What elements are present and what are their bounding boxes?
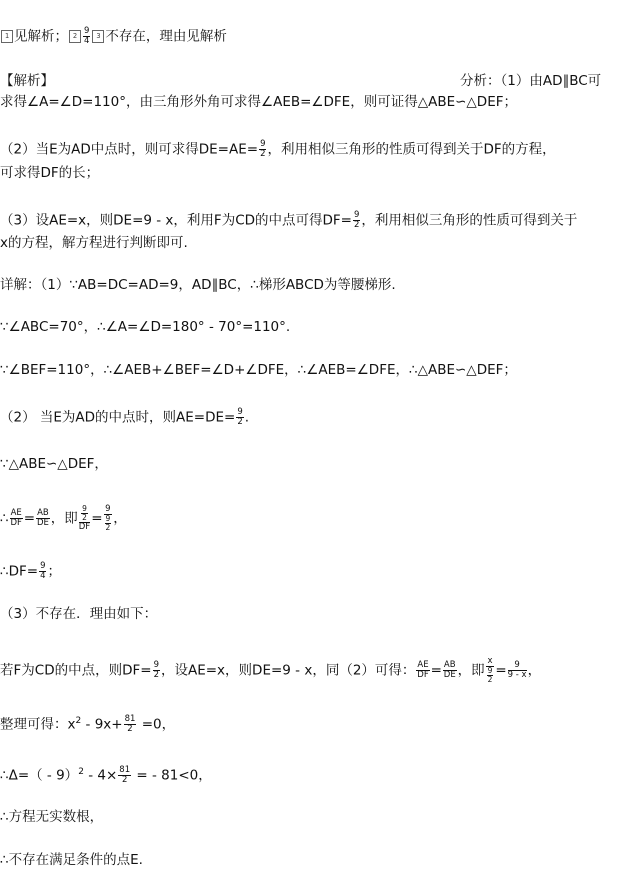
missing-glyph-icon: 2 (69, 30, 81, 43)
fraction-9-2: $\frac{9}{2}$ (153, 660, 159, 680)
answer-text-1: 见解析； (14, 28, 68, 45)
solution-label: 【解析】 (0, 73, 54, 89)
analysis-heading: 分析：（1）由AD∥BC可 (460, 73, 602, 89)
fraction-ab-de: $\frac{AB}{DE}$ (443, 660, 456, 680)
detail-line-13: ∴不存在满足条件的点E. (0, 852, 143, 868)
fraction-9-2: $\frac{9}{2}$ (237, 407, 243, 427)
fraction-ab-de: $\frac{AB}{DE}$ (36, 508, 49, 528)
detail-line-6: ∴ $\frac{AE}{DF}$ = $\frac{AB}{DE}$ ，即 $\frac{\frac{9}{2}}{DF}$ = $\frac{9}{\frac{9}{2}}$ ， (0, 504, 127, 532)
nested-fraction-2: $\frac{9}{\frac{9}{2}}$ (105, 504, 111, 532)
detail-line-10: 整理可得：$x^2 - 9x+$ $\frac{81}{2}$ =0， (0, 714, 176, 734)
fraction-81-2: $\frac{81}{2}$ (119, 765, 131, 785)
detail-line-2: ∵∠ABC=70°，∴∠A=∠D=180° - 70°=110°. (0, 319, 291, 335)
fraction-9-4: $\frac{9}{4}$ (40, 561, 46, 581)
detail-line-5: ∵△ABE∽△DEF， (0, 456, 108, 472)
fraction-81-2: $\frac{81}{2}$ (124, 714, 136, 734)
missing-glyph-icon: 3 (92, 30, 104, 43)
analysis-line-1: 求得∠A=∠D=110°，由三角形外角可求得∠AEB=∠DFE，则可证得△ABE∽△DEF； (0, 94, 518, 110)
fraction-9-over-9-minus-x: $\frac{9}{9 - x}$ (507, 660, 527, 680)
nested-fraction-3: $\frac{x}{\frac{9}{2}}$ (487, 656, 493, 684)
nested-fraction-1: $\frac{\frac{9}{2}}{DF}$ (78, 504, 91, 532)
analysis-line-3: 可求得DF的长； (0, 165, 100, 181)
detail-line-1: 详解：（1）∵AB=DC=AD=9，AD∥BC，∴梯形ABCD为等腰梯形. (0, 277, 396, 293)
fraction-9-2: $\frac{9}{2}$ (353, 210, 360, 230)
missing-glyph-icon: 1 (1, 30, 13, 43)
fraction-ae-df: $\frac{AE}{DF}$ (417, 660, 429, 680)
analysis-line-2: （2）当E为AD中点时，则可求得DE=AE= $\frac{9}{2}$ ，利用相似三角形的性质可得到关于DF的方程， (0, 139, 556, 159)
fraction-9-4: $\frac{9}{4}$ (84, 26, 90, 46)
detail-line-8: （3）不存在．理由如下： (0, 606, 158, 622)
detail-line-7: ∴DF= $\frac{9}{4}$ ； (0, 561, 61, 581)
analysis-line-4: （3）设AE=x，则DE=9 - x，利用F为CD的中点可得DF= $\frac{9}{2}$ ，利用相似三角形的性质可得到关于 (0, 210, 578, 230)
detail-line-4: （2） 当E为AD的中点时，则AE=DE= $\frac{9}{2}$ . (0, 407, 250, 427)
fraction-ae-df: $\frac{AE}{DF}$ (10, 508, 22, 528)
detail-line-11: ∴Δ=（ - 9）$^2$ - 4× $\frac{81}{2}$ = - 81<0， (0, 765, 212, 785)
answer-line (0, 27, 227, 46)
analysis-line-5: x的方程，解方程进行判断即可. (0, 235, 188, 251)
detail-line-3: ∵∠BEF=110°，∴∠AEB+∠BEF=∠D+∠DFE，∴∠AEB=∠DFE，∴△ABE∽△DEF； (0, 362, 517, 378)
fraction-9-2: $\frac{9}{2}$ (260, 139, 266, 159)
detail-line-12: ∴方程无实数根， (0, 809, 104, 825)
answer-text-3: 不存在，理由见解析 (105, 28, 227, 45)
detail-line-9: 若F为CD的中点，则DF= $\frac{9}{2}$ ，设AE=x，则DE=9 - x，同（2）可得： $\frac{AE}{DF}$ = $\frac{AB}{DE}$ ，即 $\frac{x}{\frac{9}{2}}$ = $\frac{9}{9 - x}$ ， (0, 656, 542, 684)
